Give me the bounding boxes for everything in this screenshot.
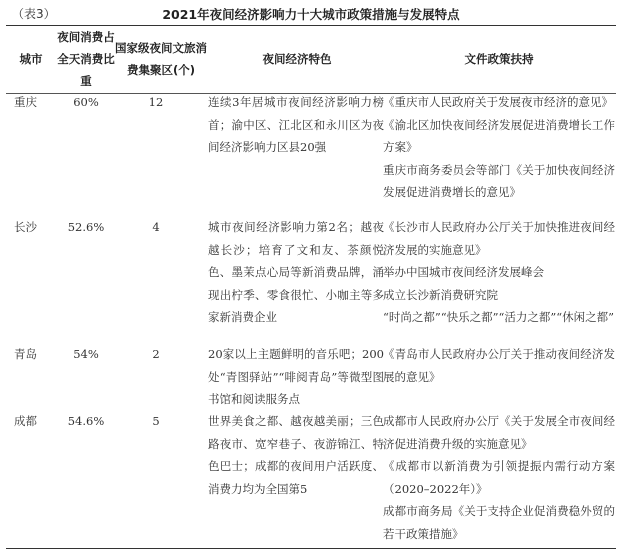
share-cell: 54.6% xyxy=(67,414,105,428)
share-cell: 52.6% xyxy=(67,220,105,234)
header-policies: 文件政策扶持 xyxy=(464,52,534,66)
city-cell: 重庆 xyxy=(14,95,37,109)
policies-cell xyxy=(383,343,615,388)
features-cell: 城市夜间经济影响力第2名；越夜越长沙；培育了文和友、茶颜悦色、墨茉点心局等新消费品牌，涌现出柠季、零食很忙、小咖主等多家新消费企业 xyxy=(208,220,384,324)
features-cell: 世界美食之都、越夜越美丽；三色路夜市、宽窄巷子、夜游锦江、特色巴士；成都的夜间用户活跃度、消费力均为全国第5 xyxy=(208,414,384,496)
zones-cell: 2 xyxy=(152,347,160,361)
policy-item: 《成都市以新消费为引领提振内需行动方案（2020–2022年）》 xyxy=(383,459,615,496)
share-cell: 60% xyxy=(73,95,99,109)
policies-cell xyxy=(383,91,615,204)
zones-cell: 5 xyxy=(152,414,160,428)
features-cell: 20家以上主题鲜明的音乐吧；200处“青图驿站”“啡阅青岛”等微型图书馆和阅读服务点 xyxy=(208,347,384,406)
policies-cell xyxy=(383,216,615,329)
features-cell: 连续3年居城市夜间经济影响力榜首；渝中区、江北区和永川区为夜间经济影响力区县20强 xyxy=(208,95,384,154)
header-share: 夜间消费占全天消费比重 xyxy=(57,30,115,88)
policy-item: 《重庆市人民政府关于发展夜市经济的意见》 xyxy=(383,95,613,109)
policy-item: 举办中国城市夜间经济发展峰会 xyxy=(383,265,544,279)
city-cell: 青岛 xyxy=(14,347,37,361)
share-cell: 54% xyxy=(73,347,99,361)
policy-item: 重庆市商务委员会等部门《关于加快夜间经济发展促进消费增长的意见》 xyxy=(383,162,615,199)
table-title: 2021年夜间经济影响力十大城市政策措施与发展特点 xyxy=(162,7,460,22)
bottom-rule xyxy=(6,548,616,549)
policies-cell xyxy=(383,410,615,545)
header-zones: 国家级夜间文旅消费集聚区(个) xyxy=(115,41,207,77)
policy-item: 成都市人民政府办公厅《关于发展全市夜间经济促进消费升级的实施意见》 xyxy=(383,414,615,451)
policy-item: 《青岛市人民政府办公厅关于推动夜间经济发展的意见》 xyxy=(383,347,615,384)
header-features: 夜间经济特色 xyxy=(262,52,332,66)
table-number: （表3） xyxy=(12,7,56,21)
city-cell: 长沙 xyxy=(14,220,37,234)
zones-cell: 12 xyxy=(148,95,164,109)
policy-item: 《长沙市人民政府办公厅关于加快推进夜间经济发展的实施意见》 xyxy=(383,220,615,257)
policy-item: “时尚之都”“快乐之都”“活力之都”“休闲之都” xyxy=(383,310,615,324)
policy-item: 成立长沙新消费研究院 xyxy=(383,287,498,302)
header-city: 城市 xyxy=(19,52,43,66)
zones-cell: 4 xyxy=(152,220,160,234)
policy-item: 成都市商务局《关于支持企业促消费稳外贸的若干政策措施》 xyxy=(383,504,615,541)
policy-item: 《渝北区加快夜间经济发展促进消费增长工作方案》 xyxy=(383,117,615,154)
city-cell: 成都 xyxy=(14,414,37,428)
table-caption xyxy=(0,0,622,24)
